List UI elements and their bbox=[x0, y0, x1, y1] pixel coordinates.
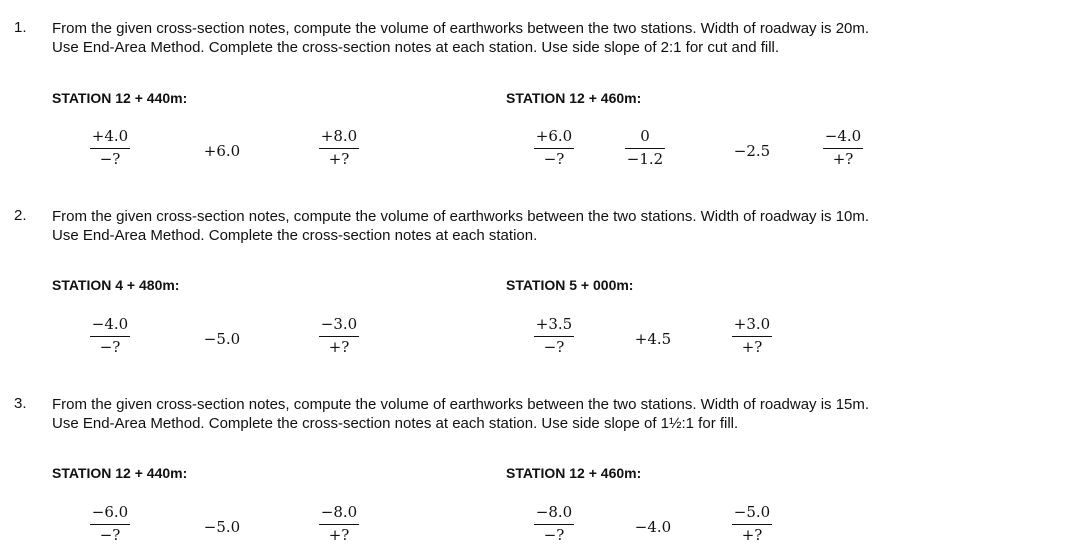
cross-section-note bbox=[90, 128, 130, 168]
note-distance: +? bbox=[328, 338, 350, 356]
note-distance: +? bbox=[832, 150, 854, 168]
cross-section-note bbox=[823, 128, 863, 168]
note-offset: 0 bbox=[640, 127, 650, 145]
center-height: −4.0 bbox=[634, 518, 672, 536]
note-distance: +? bbox=[328, 150, 350, 168]
center-height: −2.5 bbox=[733, 142, 771, 160]
problem-line: Use End-Area Method. Complete the cross-section notes at each station. Use side slope of 1½:1 for fill. bbox=[52, 415, 739, 432]
note-offset: −8.0 bbox=[320, 503, 358, 521]
station-label: STATION 12 + 460m: bbox=[506, 465, 642, 481]
problem-line: From the given cross-section notes, compute the volume of earthworks between the two stations. Width of roadway is 10m. bbox=[52, 208, 870, 225]
problem-number: 3. bbox=[14, 395, 27, 412]
problem-number: 1. bbox=[14, 19, 27, 36]
note-offset: +3.0 bbox=[733, 315, 771, 333]
center-height: +6.0 bbox=[203, 142, 241, 160]
problem-text bbox=[52, 19, 1062, 57]
fraction-bar bbox=[823, 148, 863, 149]
problem-text bbox=[52, 395, 1062, 433]
station-label: STATION 12 + 440m: bbox=[52, 465, 188, 481]
note-offset: −5.0 bbox=[733, 503, 771, 521]
cross-section-note bbox=[732, 504, 772, 544]
note-offset: −4.0 bbox=[91, 315, 129, 333]
note-offset: +4.0 bbox=[91, 127, 129, 145]
station-label: STATION 4 + 480m: bbox=[52, 277, 180, 293]
center-height: +4.5 bbox=[634, 330, 672, 348]
problem-line: Use End-Area Method. Complete the cross-section notes at each station. Use side slope of 2:1 for cut and fill. bbox=[52, 39, 780, 56]
problem-line: From the given cross-section notes, compute the volume of earthworks between the two stations. Width of roadway is 20m. bbox=[52, 20, 870, 37]
fraction-bar bbox=[534, 148, 574, 149]
cross-section-note bbox=[534, 128, 574, 168]
cross-section-note bbox=[90, 504, 130, 544]
station-label: STATION 5 + 000m: bbox=[506, 277, 634, 293]
cross-section-note bbox=[90, 316, 130, 356]
cross-section-note bbox=[534, 316, 574, 356]
center-height: −5.0 bbox=[203, 518, 241, 536]
note-distance: −? bbox=[543, 526, 565, 544]
cross-section-note bbox=[319, 128, 359, 168]
note-distance: +? bbox=[741, 338, 763, 356]
fraction-bar bbox=[534, 336, 574, 337]
fraction-bar bbox=[90, 336, 130, 337]
note-offset: +8.0 bbox=[320, 127, 358, 145]
center-height: −5.0 bbox=[203, 330, 241, 348]
station-label: STATION 12 + 440m: bbox=[52, 90, 188, 106]
cross-section-note bbox=[732, 316, 772, 356]
note-distance: −? bbox=[99, 150, 121, 168]
note-offset: −4.0 bbox=[824, 127, 862, 145]
note-offset: −8.0 bbox=[535, 503, 573, 521]
problem-line: Use End-Area Method. Complete the cross-section notes at each station. bbox=[52, 227, 538, 244]
note-offset: +3.5 bbox=[535, 315, 573, 333]
note-distance: −? bbox=[543, 338, 565, 356]
note-distance: −? bbox=[543, 150, 565, 168]
fraction-bar bbox=[90, 524, 130, 525]
note-distance: +? bbox=[328, 526, 350, 544]
fraction-bar bbox=[732, 336, 772, 337]
fraction-bar bbox=[319, 524, 359, 525]
station-label: STATION 12 + 460m: bbox=[506, 90, 642, 106]
note-distance: −1.2 bbox=[626, 150, 664, 168]
note-distance: −? bbox=[99, 338, 121, 356]
note-offset: +6.0 bbox=[535, 127, 573, 145]
note-distance: +? bbox=[741, 526, 763, 544]
fraction-bar bbox=[534, 524, 574, 525]
fraction-bar bbox=[625, 148, 665, 149]
note-offset: −3.0 bbox=[320, 315, 358, 333]
problem-text bbox=[52, 207, 1062, 245]
fraction-bar bbox=[732, 524, 772, 525]
note-offset: −6.0 bbox=[91, 503, 129, 521]
cross-section-note bbox=[319, 504, 359, 544]
problem-line: From the given cross-section notes, compute the volume of earthworks between the two stations. Width of roadway is 15m. bbox=[52, 396, 870, 413]
cross-section-note bbox=[319, 316, 359, 356]
fraction-bar bbox=[90, 148, 130, 149]
problem-number: 2. bbox=[14, 207, 27, 224]
fraction-bar bbox=[319, 148, 359, 149]
cross-section-note bbox=[625, 128, 665, 168]
fraction-bar bbox=[319, 336, 359, 337]
cross-section-note bbox=[534, 504, 574, 544]
note-distance: −? bbox=[99, 526, 121, 544]
